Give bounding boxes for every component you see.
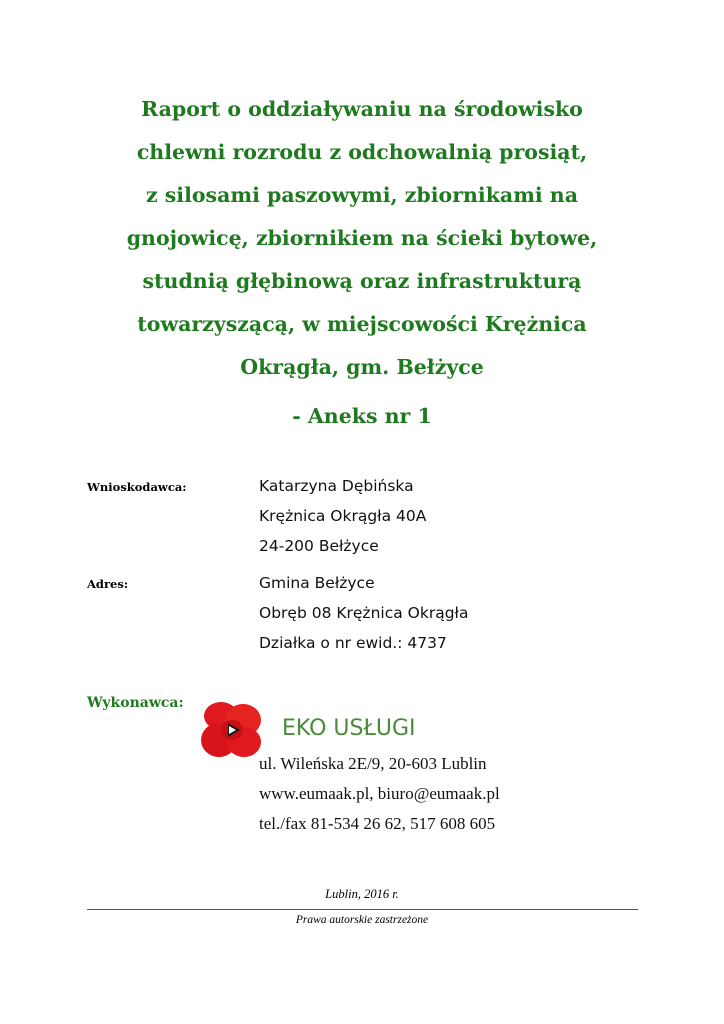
- address-label: Adres:: [87, 577, 129, 591]
- title-line: Okrągła, gm. Bełżyce: [240, 355, 484, 379]
- applicant-street: Krężnica Okrągła 40A: [259, 507, 427, 525]
- title-line: Raport o oddziaływaniu na środowisko: [141, 97, 583, 121]
- contractor-phone: tel./fax 81-534 26 62, 517 608 605: [259, 814, 496, 833]
- address-municipality: Gmina Bełżyce: [259, 574, 375, 592]
- copyright-notice: Prawa autorskie zastrzeżone: [295, 914, 429, 926]
- title-line: chlewni rozrodu z odchowalnią prosiąt,: [136, 140, 588, 164]
- contractor-address: ul. Wileńska 2E/9, 20-603 Lublin: [259, 754, 487, 773]
- footer-divider: [87, 909, 638, 910]
- title-line: studnią głębinową oraz infrastrukturą: [142, 269, 582, 293]
- title-line: z silosami paszowymi, zbiornikami na: [145, 183, 578, 207]
- applicant-label: Wnioskodawca:: [87, 480, 187, 494]
- poppy-flower-icon: [201, 702, 261, 757]
- report-title: [60, 88, 664, 389]
- contractor-label: Wykonawca:: [87, 695, 184, 711]
- applicant-name: Katarzyna Dębińska: [259, 477, 414, 495]
- place-date: Lublin, 2016 r.: [325, 887, 399, 901]
- address-precinct: Obręb 08 Krężnica Okrągła: [259, 604, 469, 622]
- contractor-web-email: www.eumaak.pl, biuro@eumaak.pl: [259, 784, 500, 803]
- title-line: gnojowicę, zbiornikiem na ścieki bytowe,: [126, 226, 598, 250]
- annex-subtitle: - Aneks nr 1: [292, 404, 432, 428]
- address-parcel: Działka o nr ewid.: 4737: [259, 634, 447, 652]
- title-line: towarzyszącą, w miejscowości Krężnica: [137, 312, 587, 336]
- applicant-city: 24-200 Bełżyce: [259, 537, 379, 555]
- logo-wordmark: EKO USŁUGI: [282, 716, 416, 741]
